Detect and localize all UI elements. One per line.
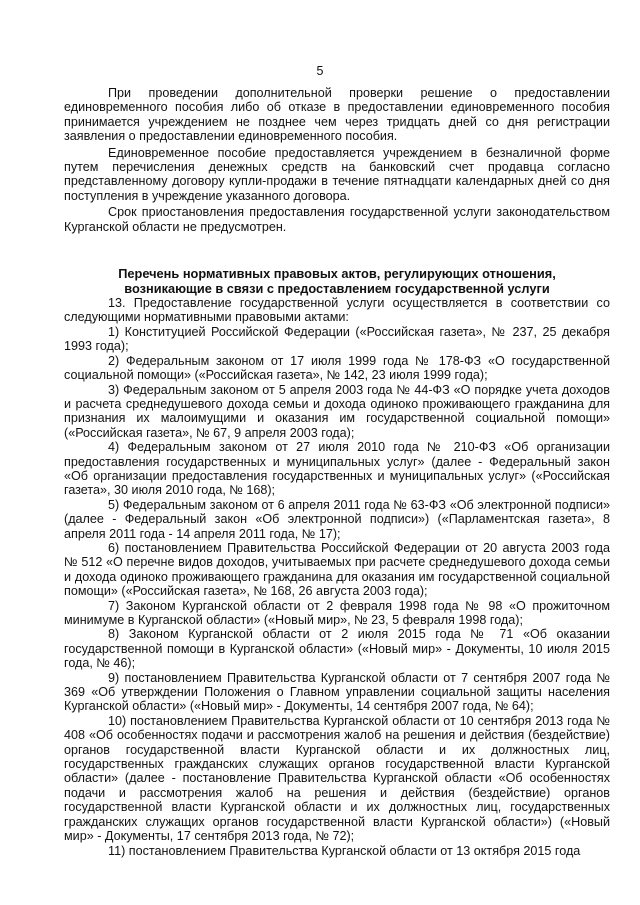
list-item-2: 2) Федеральным законом от 17 июля 1999 года № 178-ФЗ «О государственной социальной помощи» («Российская газета», № 142, 23 июля 1999 года); <box>64 353 610 383</box>
list-item-8: 8) Законом Курганской области от 2 июля 2015 года № 71 «Об оказании государственной помощи в Курганской области» («Новый мир» - Документы, 10 июля 2015 года, № 46); <box>64 627 610 671</box>
list-item-4: 4) Федеральным законом от 27 июля 2010 года № 210-ФЗ «Об организации предоставления государственных и муниципальных услуг» (далее - Федеральный закон «Об организации предоставления государственных и муниципальных услуг» («Российская газета», 30 июля 2010 года, № 168); <box>64 440 610 498</box>
section-heading <box>64 266 610 296</box>
list-item-9: 9) постановлением Правительства Курганской области от 7 сентября 2007 года № 369 «Об утверждении Положения о Главном управлении социальной защиты населения Курганской области» («Новый мир» - Документы, 14 сентября 2007 года, № 64); <box>64 670 610 714</box>
page-number: 5 <box>316 64 324 78</box>
document-body <box>64 86 610 858</box>
list-item-6: 6) постановлением Правительства Российской Федерации от 20 августа 2003 года № 512 «О перечне видов доходов, учитываемых при расчете среднедушевого дохода семьи и дохода одиноко проживающего гражданина для оказания им государственной социальной помощи» («Российская газета», № 168, 26 августа 2003 года); <box>64 540 610 599</box>
paragraph-payment-method: Единовременное пособие предоставляется учреждением в безналичной форме путем перечисления денежных средств на банковский счет продавца согласно представленному договору купли-продажи в течение пятнадцати календарных дней со дня поступления в учреждение указанного договора. <box>64 145 610 203</box>
paragraph-additional-check: При проведении дополнительной проверки решение о предоставлении единовременного пособия либо об отказе в предоставлении единовременного пособия принимается учреждением не позднее чем через тридцать дней со дня регистрации заявления о предоставлении единовременного пособия. <box>64 86 610 144</box>
section-heading-line-2: возникающие в связи с предоставлением государственной услуги <box>124 281 550 297</box>
list-item-1: 1) Конституцией Российской Федерации («Российская газета», № 237, 25 декабря 1993 года); <box>64 324 610 354</box>
list-item-7: 7) Законом Курганской области от 2 февраля 1998 года № 98 «О прожиточном минимуме в Курганской области» («Новый мир», № 23, 5 февраля 1998 года); <box>64 598 610 627</box>
list-item-10: 10) постановлением Правительства Курганской области от 10 сентября 2013 года № 408 «Об особенностях подачи и рассмотрения жалоб на решения и действия (бездействие) органов государственной власти Курганской области и их должностных лиц, государственных гражданских служащих органов государственной власти Курганской области» (далее - постановление Правительства Курганской области «Об особенностях подачи и рассмотрения жалоб на решения и действия (бездействие) органов государственной власти Курганской области и их должностных лиц, государственных гражданских служащих органов государственной власти Курганской области») («Новый мир» - Документы, 17 сентября 2013 года, № 72); <box>64 713 610 844</box>
list-item-5: 5) Федеральным законом от 6 апреля 2011 года № 63-ФЗ «Об электронной подписи» (далее - Федеральный закон «Об электронной подписи») («Парламентская газета», 8 апреля 2011 года - 14 апреля 2011 года, № 17); <box>64 497 610 541</box>
list-item-3: 3) Федеральным законом от 5 апреля 2003 года № 44-ФЗ «О порядке учета доходов и расчета среднедушевого дохода семьи и дохода одиноко проживающего гражданина для признания их малоимущими и оказания им государственной социальной помощи» («Российская газета», № 67, 9 апреля 2003 года); <box>64 382 610 440</box>
section-heading-line-1: Перечень нормативных правовых актов, регулирующих отношения, <box>118 266 556 282</box>
paragraph-suspension-term: Срок приостановления предоставления государственной услуги законодательством Курганской области не предусмотрен. <box>64 205 610 234</box>
paragraph-item-13: 13. Предоставление государственной услуги осуществляется в соответствии со следующими нормативными правовыми актами: <box>64 296 610 325</box>
list-item-11: 11) постановлением Правительства Курганской области от 13 октября 2015 года <box>108 843 581 858</box>
